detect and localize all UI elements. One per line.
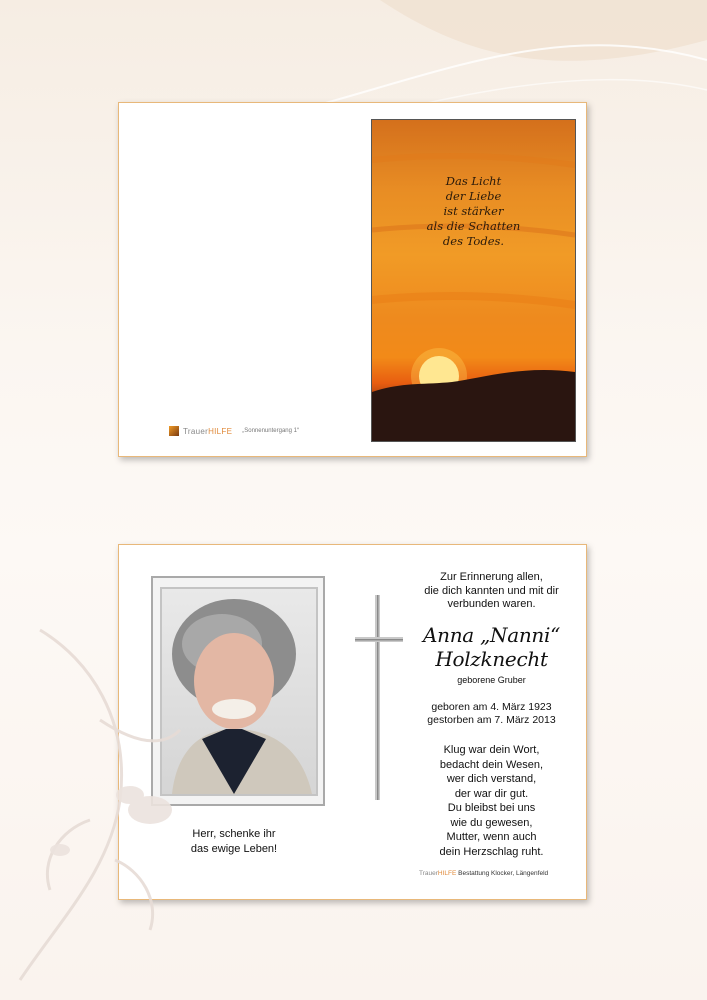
caption-line: Herr, schenke ihr <box>192 828 276 840</box>
floral-ornament <box>0 600 200 1000</box>
intro-text <box>404 571 579 612</box>
death-date: gestorben am 7. März 2013 <box>427 713 556 726</box>
name-line: Holzknecht <box>435 647 548 671</box>
poem-line: dein Herzschlag ruht. <box>439 845 544 858</box>
poem-line: wie du gewesen, <box>450 816 533 829</box>
birth-date: geboren am 4. März 1923 <box>431 701 552 713</box>
poem-line: Klug war dein Wort, <box>443 744 540 756</box>
caption-line: das ewige Leben! <box>190 843 278 855</box>
life-dates <box>404 701 579 726</box>
deceased-name <box>404 623 579 671</box>
brand-word-a: Trauer <box>419 870 438 877</box>
quote-line: Das Licht <box>445 174 502 188</box>
funeral-home: Bestattung Klocker, Längenfeld <box>458 870 549 877</box>
poem-line: bedacht dein Wesen, <box>439 758 544 771</box>
maiden-name: geborene Gruber <box>457 675 526 685</box>
quote-line: des Todes. <box>442 234 505 248</box>
brand-wordmark: TrauerHILFE <box>183 426 233 436</box>
brand-footer <box>419 870 548 877</box>
poem-line: wer dich verstand, <box>446 773 537 785</box>
intro-line: die dich kannten und mit dir <box>424 584 559 597</box>
memorial-card-front <box>118 102 587 457</box>
quote-line: ist stärker <box>443 204 504 218</box>
quote-line: der Liebe <box>445 189 502 203</box>
intro-line: verbunden waren. <box>447 598 536 610</box>
design-name: „Sonnenuntergang 1“ <box>242 428 299 434</box>
poem-line: Mutter, wenn auch <box>446 831 537 843</box>
poem-line: Du bleibst bei uns <box>447 802 536 814</box>
brand-front <box>169 426 299 436</box>
quote-line: als die Schatten <box>426 219 521 233</box>
intro-line: Zur Erinnerung allen, <box>440 571 543 583</box>
cross-icon <box>355 595 405 800</box>
sunset-image <box>371 119 576 442</box>
quote <box>372 174 575 249</box>
name-line: Anna „Nanni“ <box>422 623 561 647</box>
poem <box>404 743 579 859</box>
brand-logo-icon <box>169 426 179 436</box>
poem-line: der war dir gut. <box>454 787 529 800</box>
brand-word-b: HILFE <box>437 870 457 877</box>
